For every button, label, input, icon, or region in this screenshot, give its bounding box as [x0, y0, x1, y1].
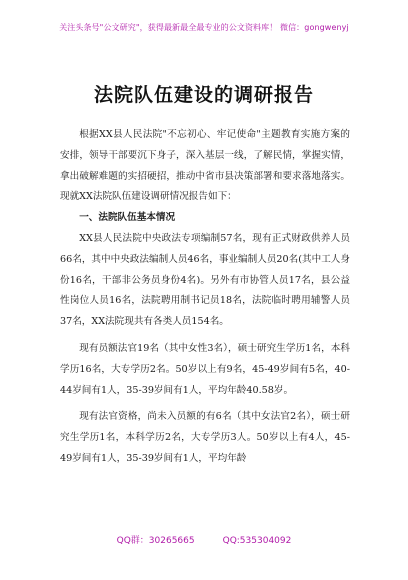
section-heading: 一、法院队伍基本情况: [79, 212, 176, 224]
qq-text: QQ:535304092: [222, 536, 292, 546]
document-title: 法院队伍建设的调研报告: [93, 84, 314, 106]
intro-paragraph: 根据XX县人民法院"不忘初心、牢记使命"主题教育实施方案的安排，领导干部要沉下身子，深入基层一线，了解民情，掌握实情，拿出破解难题的实招硬招，推动中省市县决策部署和要求落地落实。现就XX法院队伍建设调研情况报告如下：: [60, 129, 350, 203]
footer-contact: [0, 533, 408, 546]
body-paragraph: XX县人民法院中央政法专项编制57名，现有正式财政供养人员66名，其中中央政法编制人员46名，事业编制人员20名(其中工人身份16名，干部非公务员身份4名)。另外有市协管人员17名，县公益性岗位人员16名，法院聘用制书记员18名，法院临时聘用辅警人员37名，XX法院现共有各类人员154名。: [60, 232, 350, 328]
qq-group-text: QQ群：30265665: [116, 536, 195, 546]
document-body: [60, 125, 350, 470]
body-paragraph: 现有员额法官19名（其中女性3名），硕士研究生学历1名，本科学历16名，大专学历2名。50岁以上有9名，45-49岁间有5名，40-44岁间有1人，35-39岁间有1人，平均年龄40.58岁。: [60, 342, 350, 396]
header-banner: 关注头条号"公文研究"，获得最新最全最专业的公文资料库！ 微信：gongwenyj: [59, 23, 349, 32]
body-paragraph: 现有法官资格，尚未入员额的有6名（其中女法官2名），硕士研究生学历1名，本科学历2名，大专学历3人。50岁以上有4人，45-49岁间有1人，35-39岁间有1人，平均年龄: [60, 411, 350, 464]
